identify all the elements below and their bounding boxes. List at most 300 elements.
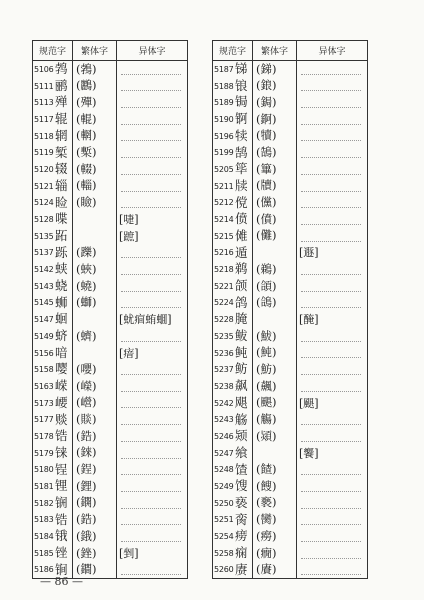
variant-cell (297, 161, 367, 178)
standard-cell (33, 61, 73, 78)
variant-char (297, 478, 367, 495)
traditional-cell (253, 545, 297, 562)
traditional-cell (253, 211, 297, 228)
variant-char (297, 94, 367, 111)
variant-cell (297, 445, 367, 462)
standard-cell (33, 211, 73, 228)
variant-cell (297, 178, 367, 195)
variant-char (297, 61, 367, 78)
traditional-char: (儻) (256, 195, 277, 210)
variant-char (297, 495, 367, 512)
variant-cell (297, 211, 367, 228)
char-number: 5137 (34, 248, 54, 258)
variant-char: [剉] (119, 546, 139, 560)
standard-cell (213, 295, 253, 312)
variant-cell (117, 78, 187, 95)
standard-char: 锂 (55, 478, 68, 494)
table-row (213, 161, 367, 178)
char-number: 5135 (34, 231, 54, 241)
table-row (33, 128, 187, 145)
standard-char: 馊 (235, 478, 248, 494)
standard-cell (213, 328, 253, 345)
char-number: 5216 (214, 248, 234, 258)
variant-cell (117, 495, 187, 512)
variant-char (117, 261, 187, 278)
variant-char (117, 478, 187, 495)
standard-cell (33, 545, 73, 562)
standard-cell (213, 278, 253, 295)
variant-char (297, 562, 367, 579)
variant-cell (117, 195, 187, 212)
traditional-cell (73, 445, 117, 462)
traditional-cell (253, 261, 297, 278)
table-row (213, 428, 367, 445)
traditional-cell (253, 478, 297, 495)
char-number: 5119 (34, 148, 54, 158)
standard-char: 飙 (235, 378, 248, 394)
standard-cell (213, 228, 253, 245)
variant-char (117, 445, 187, 462)
standard-cell (213, 495, 253, 512)
standard-char: 跞 (55, 244, 68, 260)
char-number: 5224 (214, 298, 234, 308)
standard-char: 赕 (55, 411, 68, 427)
standard-char: 嘤 (55, 361, 68, 377)
standard-char: 鲅 (235, 328, 248, 344)
traditional-cell (253, 378, 297, 395)
variant-char (117, 528, 187, 545)
traditional-char: (鋃) (256, 78, 277, 93)
standard-cell (33, 128, 73, 145)
table-row (33, 261, 187, 278)
standard-cell (33, 295, 73, 312)
traditional-cell (73, 128, 117, 145)
traditional-cell (73, 178, 117, 195)
standard-char: 睑 (55, 194, 68, 210)
traditional-cell (73, 512, 117, 529)
standard-char: 赓 (235, 561, 248, 577)
variant-char (297, 195, 367, 212)
standard-char: 筚 (235, 161, 248, 177)
char-number: 5260 (214, 565, 234, 575)
traditional-cell (73, 545, 117, 562)
standard-cell (33, 395, 73, 412)
traditional-cell (73, 228, 117, 245)
standard-cell (213, 78, 253, 95)
variant-char (297, 462, 367, 479)
char-number: 5237 (214, 365, 234, 375)
char-number: 5205 (214, 164, 234, 174)
variant-char (117, 378, 187, 395)
traditional-cell (253, 128, 297, 145)
char-number: 5251 (214, 515, 234, 525)
char-number: 5142 (34, 265, 54, 275)
traditional-cell (253, 512, 297, 529)
traditional-char: (犢) (256, 128, 277, 143)
standard-cell (33, 528, 73, 545)
standard-char: 跖 (55, 227, 68, 243)
traditional-cell (73, 478, 117, 495)
standard-cell (213, 111, 253, 128)
char-number: 5121 (34, 181, 54, 191)
traditional-cell (73, 462, 117, 479)
standard-char: 偾 (235, 211, 248, 227)
traditional-cell (73, 195, 117, 212)
variant-char (297, 261, 367, 278)
variant-char (297, 278, 367, 295)
traditional-char: (頜) (256, 278, 277, 293)
traditional-cell (253, 178, 297, 195)
traditional-char: (鵜) (256, 261, 277, 276)
standard-cell (33, 178, 73, 195)
variant-cell (297, 261, 367, 278)
traditional-cell (73, 428, 117, 445)
table-row (213, 228, 367, 245)
standard-cell (213, 195, 253, 212)
variant-char (117, 61, 187, 78)
standard-cell (213, 311, 253, 328)
variant-cell (117, 245, 187, 262)
table-row (213, 411, 367, 428)
standard-char: 崾 (55, 394, 68, 410)
char-number: 5254 (214, 532, 234, 542)
standard-cell (213, 94, 253, 111)
char-number: 5199 (214, 148, 234, 158)
variant-cell (117, 345, 187, 362)
standard-char: 鹁 (55, 61, 68, 77)
standard-char: 馇 (235, 461, 248, 477)
standard-cell (33, 445, 73, 462)
standard-char: 锎 (55, 494, 68, 510)
traditional-cell (253, 144, 297, 161)
standard-char: 颌 (235, 278, 248, 294)
traditional-char: (癆) (256, 528, 277, 543)
traditional-cell (73, 495, 117, 512)
variant-char (117, 328, 187, 345)
traditional-cell (73, 361, 117, 378)
traditional-char: (殫) (76, 94, 97, 109)
traditional-char: (賧) (76, 412, 97, 427)
standard-char: 颎 (235, 428, 248, 444)
standard-char: 痫 (235, 545, 248, 561)
traditional-char: (篳) (256, 161, 277, 176)
traditional-cell (253, 361, 297, 378)
table-header (33, 41, 187, 61)
char-number: 5113 (34, 98, 54, 108)
standard-char: 傩 (235, 227, 248, 243)
table-row (33, 361, 187, 378)
variant-cell (117, 545, 187, 562)
table-row (213, 361, 367, 378)
traditional-char: (餿) (256, 478, 277, 493)
variant-char (117, 111, 187, 128)
char-number: 5238 (214, 381, 234, 391)
variant-cell (117, 512, 187, 529)
standard-cell (213, 528, 253, 545)
variant-cell (297, 545, 367, 562)
standard-char: 觞 (235, 411, 248, 427)
char-number: 5190 (214, 114, 234, 124)
char-number: 5183 (34, 515, 54, 525)
variant-cell (297, 311, 367, 328)
standard-cell (33, 328, 73, 345)
standard-char: 蛱 (55, 261, 68, 277)
variant-cell (117, 328, 187, 345)
variant-cell (297, 361, 367, 378)
standard-cell (213, 144, 253, 161)
traditional-char: (鵓) (76, 61, 97, 76)
traditional-char: (螄) (76, 295, 97, 310)
variant-char: [瘖] (119, 346, 139, 360)
char-number: 5158 (34, 365, 54, 375)
char-number: 5163 (34, 381, 54, 391)
standard-cell (33, 311, 73, 328)
variant-cell (297, 478, 367, 495)
traditional-cell (253, 495, 297, 512)
table-row (213, 178, 367, 195)
char-number: 5145 (34, 298, 54, 308)
table-row (213, 512, 367, 529)
standard-cell (33, 195, 73, 212)
char-number: 5177 (34, 415, 54, 425)
char-number: 5118 (34, 131, 54, 141)
variant-char (117, 78, 187, 95)
standard-char: 蛳 (55, 294, 68, 310)
standard-cell (33, 378, 73, 395)
header-standard: 规范字 (33, 41, 73, 60)
standard-cell (213, 428, 253, 445)
traditional-char: (鸝) (76, 78, 97, 93)
traditional-cell (73, 295, 117, 312)
traditional-char: (嚶) (76, 361, 97, 376)
variant-cell (297, 328, 367, 345)
standard-cell (213, 128, 253, 145)
standard-char: 鹄 (235, 144, 248, 160)
variant-char (297, 361, 367, 378)
standard-char: 鹈 (235, 261, 248, 277)
variant-char (297, 345, 367, 362)
table-row (33, 161, 187, 178)
char-number: 5179 (34, 448, 54, 458)
table-row (33, 445, 187, 462)
standard-char: 锆 (55, 428, 68, 444)
standard-cell (33, 228, 73, 245)
standard-cell (33, 144, 73, 161)
char-number: 5186 (34, 565, 54, 575)
standard-char: 锒 (235, 77, 248, 93)
char-number: 5182 (34, 498, 54, 508)
traditional-cell (253, 395, 297, 412)
char-number: 5246 (214, 431, 234, 441)
standard-cell (33, 94, 73, 111)
variant-cell (297, 61, 367, 78)
table-row (33, 111, 187, 128)
variant-cell (117, 111, 187, 128)
standard-char: 牍 (235, 177, 248, 193)
variant-cell (297, 462, 367, 479)
traditional-cell (253, 94, 297, 111)
char-number: 5181 (34, 482, 54, 492)
traditional-char: (僨) (256, 211, 277, 226)
variant-char (117, 411, 187, 428)
variant-cell (297, 245, 367, 262)
page-number: — 86 — (40, 575, 83, 588)
variant-char (297, 545, 367, 562)
table-row (213, 345, 367, 362)
table-row (33, 345, 187, 362)
char-number: 5221 (214, 281, 234, 291)
variant-cell (117, 144, 187, 161)
traditional-char: (癇) (256, 545, 277, 560)
standard-char: 喋 (55, 211, 68, 227)
table-row (213, 94, 367, 111)
variant-char (297, 128, 367, 145)
traditional-char: (蠐) (76, 328, 97, 343)
table-row (33, 211, 187, 228)
traditional-char: (蛺) (76, 261, 97, 276)
table-row (33, 61, 187, 78)
table-row (213, 261, 367, 278)
table-row (213, 111, 367, 128)
traditional-cell (73, 261, 117, 278)
standard-char: 锆 (55, 511, 68, 527)
traditional-cell (73, 278, 117, 295)
standard-cell (213, 161, 253, 178)
table-row (213, 562, 367, 579)
standard-cell (213, 245, 253, 262)
standard-char: 锇 (55, 528, 68, 544)
table-row (33, 195, 187, 212)
char-number: 5242 (214, 398, 234, 408)
standard-cell (213, 395, 253, 412)
variant-cell (117, 395, 187, 412)
variant-char (117, 361, 187, 378)
standard-char: 脔 (235, 511, 248, 527)
char-number: 5248 (214, 465, 234, 475)
traditional-char: (錒) (256, 111, 277, 126)
traditional-cell (253, 245, 297, 262)
standard-cell (33, 512, 73, 529)
traditional-cell (73, 328, 117, 345)
variant-cell (117, 128, 187, 145)
standard-char: 锑 (235, 61, 248, 77)
variant-char: [醃] (299, 313, 319, 327)
traditional-cell (253, 111, 297, 128)
traditional-cell (73, 161, 117, 178)
standard-char: 蛴 (55, 328, 68, 344)
traditional-cell (253, 328, 297, 345)
standard-cell (213, 211, 253, 228)
standard-char: 锉 (55, 545, 68, 561)
traditional-char: (餷) (256, 462, 277, 477)
char-number: 5147 (34, 315, 54, 325)
header-variant: 异体字 (138, 47, 166, 57)
table-row (33, 295, 187, 312)
traditional-cell (253, 411, 297, 428)
variant-char (297, 111, 367, 128)
table-row (213, 245, 367, 262)
char-number: 5215 (214, 231, 234, 241)
variant-char (117, 128, 187, 145)
table-row (213, 495, 367, 512)
variant-cell (117, 94, 187, 111)
variant-cell (297, 345, 367, 362)
variant-cell (117, 178, 187, 195)
variant-char (297, 411, 367, 428)
standard-char: 殚 (55, 94, 68, 110)
traditional-cell (73, 245, 117, 262)
table-row (213, 378, 367, 395)
traditional-cell (253, 228, 297, 245)
traditional-cell (253, 195, 297, 212)
traditional-char: (褻) (256, 495, 277, 510)
variant-char (297, 178, 367, 195)
standard-cell (33, 161, 73, 178)
traditional-cell (73, 378, 117, 395)
standard-cell (33, 111, 73, 128)
traditional-char: (飆) (256, 378, 277, 393)
traditional-char: (輥) (76, 111, 97, 126)
traditional-cell (253, 311, 297, 328)
standard-char: 飓 (235, 394, 248, 410)
standard-char: 铼 (55, 444, 68, 460)
table-row (213, 328, 367, 345)
standard-cell (213, 411, 253, 428)
variant-cell (117, 478, 187, 495)
variant-cell (297, 278, 367, 295)
traditional-char: (躒) (76, 245, 97, 260)
standard-char: 辎 (55, 177, 68, 193)
traditional-cell (253, 528, 297, 545)
traditional-char: (輞) (76, 128, 97, 143)
variant-cell (297, 495, 367, 512)
standard-char: 锃 (55, 461, 68, 477)
traditional-cell (73, 111, 117, 128)
traditional-cell (73, 411, 117, 428)
char-number: 5124 (34, 198, 54, 208)
standard-char: 蛔 (55, 311, 68, 327)
variant-cell (117, 311, 187, 328)
variant-cell (297, 528, 367, 545)
variant-char (297, 328, 367, 345)
char-number: 5143 (34, 281, 54, 291)
standard-char: 蛲 (55, 278, 68, 294)
table-row (213, 478, 367, 495)
variant-char (117, 495, 187, 512)
variant-cell (297, 228, 367, 245)
standard-char: 嵘 (55, 378, 68, 394)
char-number: 5178 (34, 431, 54, 441)
variant-cell (117, 361, 187, 378)
char-number: 5228 (214, 315, 234, 325)
standard-cell (213, 378, 253, 395)
variant-char (117, 94, 187, 111)
variant-char (297, 144, 367, 161)
variant-cell (117, 445, 187, 462)
traditional-char: (鋨) (76, 528, 97, 543)
traditional-char: (鐦) (76, 495, 97, 510)
char-number: 5189 (214, 98, 234, 108)
variant-cell (297, 195, 367, 212)
table-row (33, 94, 187, 111)
traditional-char: (輟) (76, 161, 97, 176)
traditional-cell (253, 161, 297, 178)
traditional-char: (嶸) (76, 378, 97, 393)
char-number: 5128 (34, 215, 54, 225)
traditional-cell (253, 445, 297, 462)
variant-cell (117, 161, 187, 178)
variant-char (117, 245, 187, 262)
